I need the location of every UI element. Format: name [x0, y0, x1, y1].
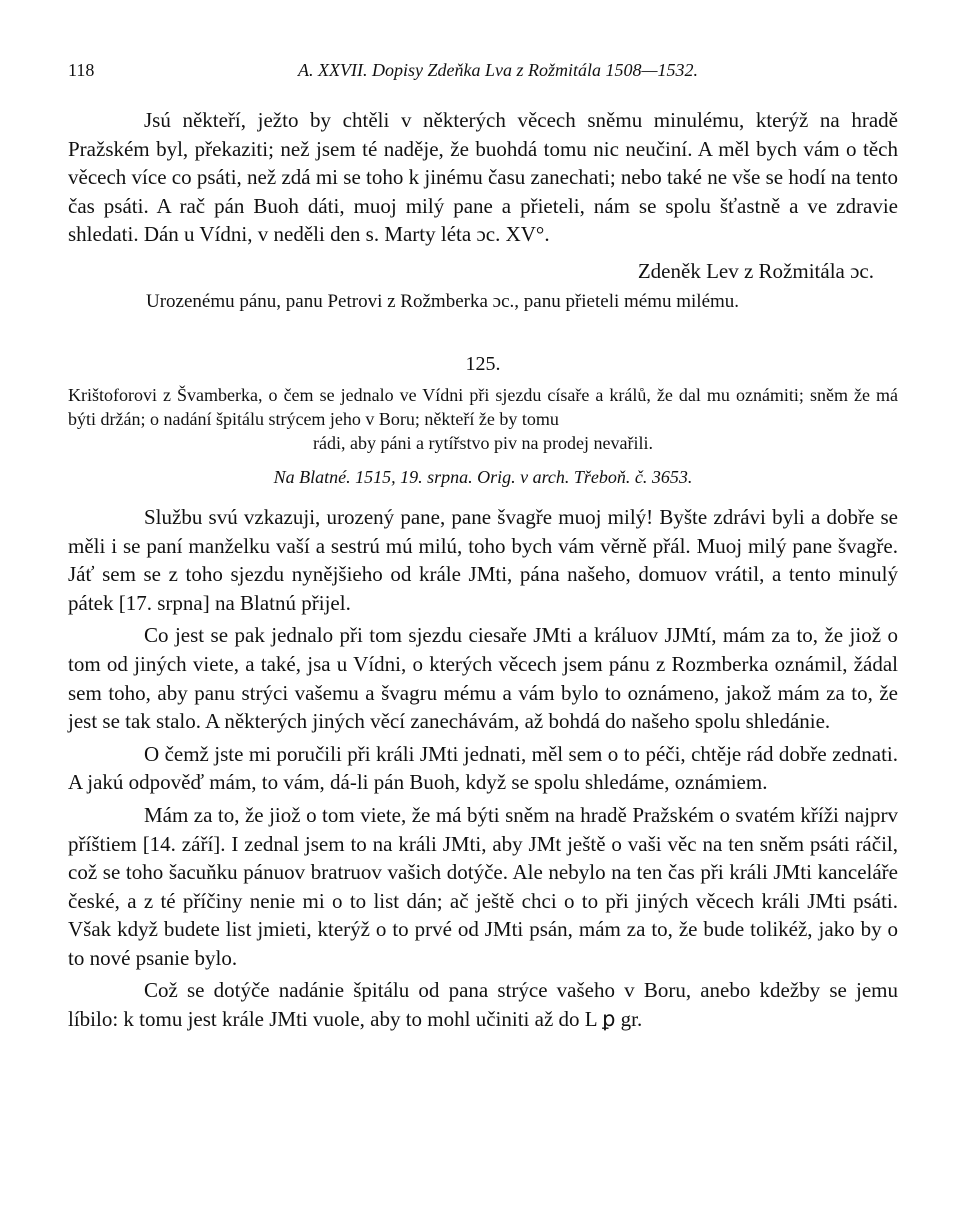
running-head: A. XXVII. Dopisy Zdeňka Lva z Rožmitála 1508—1532. — [298, 60, 698, 80]
regest-summary-last-line: rádi, aby páni a rytířstvo piv na prodej nevařili. — [313, 432, 653, 453]
page-number: 118 — [68, 60, 95, 80]
document-number: 125. — [465, 352, 501, 375]
letter-paragraph: Co jest se pak jednalo při tom sjezdu ciesaře JMti a králuov JJMtí, mám za to, že jiož o tom od jiných viete, a také, jsa u Vídni, o kterých věcech jsem pánu z Rozmberka oznámil, žádal sem toho, aby panu strýci vašemu a švagru mému a vám bylo to oznámeno, jakož mám za to, že jest se tak stalo. A některých jiných věcí zanechávám, až bohdá do našeho spolu shledánie. — [68, 623, 898, 734]
previous-letter-closing-paragraph: Jsú někteří, ježto by chtěli v některých věcech sněmu minulému, kterýž na hradě Pražském byl, překaziti; než jsem té naděje, že buohdá tomu nic neučiní. A měl bych vám o těch věcech více co psáti, než zdá mi se toho k jinému času zanechati; nebo také ne vše se hodí na tento čas psáti. A rač pán Buoh dáti, muoj milý pane a přieteli, nám se spolu šťastně a ve zdravie shledati. Dán u Vídni, v neděli den s. Marty léta ɔc. XV°. — [68, 108, 898, 247]
letter-text — [68, 503, 898, 1034]
source-citation: Na Blatné. 1515, 19. srpna. Orig. v arch. Třeboň. č. 3653. — [273, 466, 693, 487]
page-header — [68, 60, 898, 90]
letter-paragraph: Mám za to, že jiož o tom viete, že má býti sněm na hradě Pražském o svatém kříži najprv příštiem [14. září]. I zednal jsem to na králi JMti, aby JMt ještě o vaši věc na ten sněm psáti ráčil, což se toho šacuňku pánuov bratruov vašich dotýče. Ale nebylo na ten čas při králi JMti kanceláře české, a z té příčiny nenie mi o to list dán; ač ještě chci o to při jiných věcech králi JMti psáti. Však když budete list jmieti, kterýž o to prvé od JMti psán, mám za to, že bude tolikéž, jako by o to nové psanie bylo. — [68, 802, 898, 970]
letter-paragraph: Což se dotýče nadánie špitálu od pana strýce vašeho v Boru, anebo kdežby se jemu líbilo: k tomu jest krále JMti vuole, aby to mohl učiniti až do L ꝑ gr. — [68, 978, 898, 1032]
letter-paragraph: Službu svú vzkazuji, urozený pane, pane švagře muoj milý! Byšte zdrávi byli a dobře se měli i se paní manželku vaší a sestrú mú milú, toho bych vám věrně přál. Muoj milý pane švagře. Jáť sem se z toho sjezdu nynějšieho od krále JMti, pána našeho, domuov vrátil, a tento minulý pátek [17. srpna] na Blatnú přijel. — [68, 504, 898, 615]
signature: Zdeněk Lev z Rožmitála ɔc. — [637, 258, 874, 283]
letter-paragraph: O čemž jste mi poručili při králi JMti jednati, měl sem o to péči, chtěje rád dobře zednati. A jakú odpověď mám, to vám, dá-li pán Buoh, když se spolu shledáme, oznámiem. — [68, 741, 898, 795]
regest-summary: Krištoforovi z Švamberka, o čem se jednalo ve Vídni při sjezdu císaře a králů, že dal mu oznámiti; sněm že má býti držán; o nadání špitálu strýcem jeho v Boru; někteří že by tomu — [68, 384, 898, 429]
letter-address: Urozenému pánu, panu Petrovi z Rožmberka ɔc., panu přieteli mému milému. — [146, 290, 740, 312]
page-body — [68, 106, 898, 1038]
